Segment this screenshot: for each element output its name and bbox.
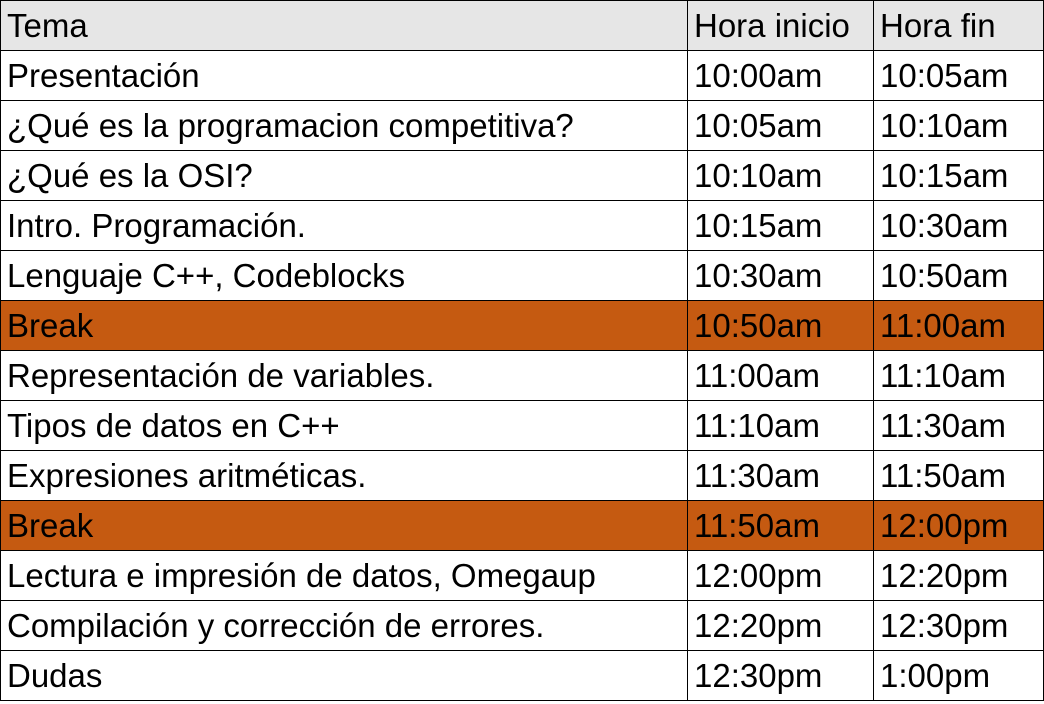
cell-hora-inicio[interactable]: 11:50am	[688, 501, 874, 551]
cell-hora-fin[interactable]: 10:05am	[874, 51, 1044, 101]
cell-hora-inicio[interactable]: 10:00am	[688, 51, 874, 101]
table-row	[1, 551, 1044, 601]
cell-hora-fin[interactable]: 10:30am	[874, 201, 1044, 251]
cell-hora-fin[interactable]: 12:00pm	[874, 501, 1044, 551]
cell-hora-fin[interactable]: 11:50am	[874, 451, 1044, 501]
cell-hora-inicio[interactable]: 10:10am	[688, 151, 874, 201]
cell-tema[interactable]: Break	[1, 501, 688, 551]
table-row	[1, 651, 1044, 701]
cell-hora-fin[interactable]: 1:00pm	[874, 651, 1044, 701]
cell-hora-inicio[interactable]: 10:15am	[688, 201, 874, 251]
cell-hora-inicio[interactable]: 10:30am	[688, 251, 874, 301]
cell-tema[interactable]: ¿Qué es la OSI?	[1, 151, 688, 201]
cell-hora-fin[interactable]: 10:10am	[874, 101, 1044, 151]
cell-hora-inicio[interactable]: 12:30pm	[688, 651, 874, 701]
cell-hora-fin[interactable]: 10:15am	[874, 151, 1044, 201]
cell-hora-fin[interactable]: 11:00am	[874, 301, 1044, 351]
cell-hora-fin[interactable]: 10:50am	[874, 251, 1044, 301]
cell-tema[interactable]: Lectura e impresión de datos, Omegaup	[1, 551, 688, 601]
cell-hora-inicio[interactable]: 11:00am	[688, 351, 874, 401]
table-row	[1, 51, 1044, 101]
cell-hora-fin[interactable]: 11:30am	[874, 401, 1044, 451]
cell-tema[interactable]: Representación de variables.	[1, 351, 688, 401]
cell-hora-inicio[interactable]: 10:50am	[688, 301, 874, 351]
header-tema[interactable]: Tema	[1, 1, 688, 51]
table-row	[1, 351, 1044, 401]
cell-tema[interactable]: Dudas	[1, 651, 688, 701]
table-row	[1, 451, 1044, 501]
cell-tema[interactable]: ¿Qué es la programacion competitiva?	[1, 101, 688, 151]
cell-hora-inicio[interactable]: 11:10am	[688, 401, 874, 451]
cell-tema[interactable]: Lenguaje C++, Codeblocks	[1, 251, 688, 301]
table-row	[1, 101, 1044, 151]
break-row	[1, 501, 1044, 551]
cell-tema[interactable]: Intro. Programación.	[1, 201, 688, 251]
table-row	[1, 201, 1044, 251]
cell-hora-inicio[interactable]: 10:05am	[688, 101, 874, 151]
table-row	[1, 401, 1044, 451]
cell-hora-fin[interactable]: 12:30pm	[874, 601, 1044, 651]
cell-hora-fin[interactable]: 11:10am	[874, 351, 1044, 401]
table-row	[1, 601, 1044, 651]
cell-hora-inicio[interactable]: 12:00pm	[688, 551, 874, 601]
header-hora-fin[interactable]: Hora fin	[874, 1, 1044, 51]
cell-tema[interactable]: Tipos de datos en C++	[1, 401, 688, 451]
cell-tema[interactable]: Compilación y corrección de errores.	[1, 601, 688, 651]
cell-hora-inicio[interactable]: 12:20pm	[688, 601, 874, 651]
cell-hora-fin[interactable]: 12:20pm	[874, 551, 1044, 601]
cell-hora-inicio[interactable]: 11:30am	[688, 451, 874, 501]
table-row	[1, 251, 1044, 301]
cell-tema[interactable]: Presentación	[1, 51, 688, 101]
table-row	[1, 151, 1044, 201]
cell-tema[interactable]: Expresiones aritméticas.	[1, 451, 688, 501]
header-hora-inicio[interactable]: Hora inicio	[688, 1, 874, 51]
cell-tema[interactable]: Break	[1, 301, 688, 351]
header-row	[1, 1, 1044, 51]
schedule-body	[1, 51, 1044, 701]
break-row	[1, 301, 1044, 351]
